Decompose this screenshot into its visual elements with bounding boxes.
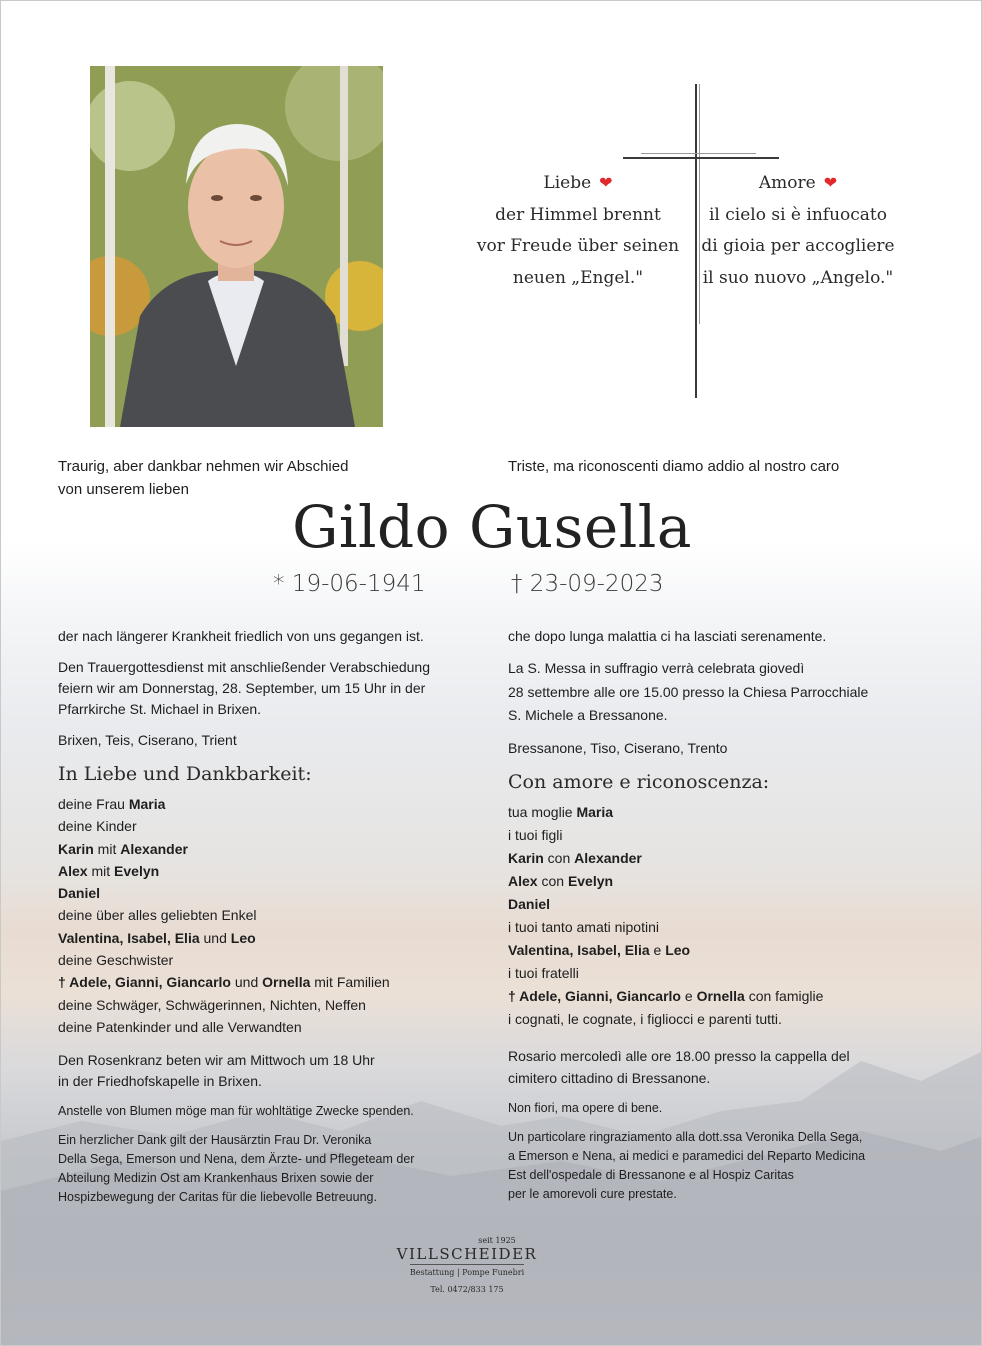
it-f1-b: Maria: [576, 803, 614, 820]
list-item: i cognati, le cognate, i figliocci e parenti tutti.: [508, 1010, 782, 1027]
de-thanks-line1: Ein herzlicher Dank gilt der Hausärztin Frau Dr. Veronika: [58, 1133, 372, 1148]
list-item: [508, 939, 938, 962]
birth-date: * 19-06-1941: [273, 571, 426, 597]
it-thanks-line3: Est dell'ospedale di Bressanone e al Hospiz Caritas: [508, 1167, 794, 1182]
intro-de-line1: Traurig, aber dankbar nehmen wir Abschied: [58, 458, 349, 475]
de-thanks-line3: Abteilung Medizin Ost am Krankenhaus Brixen sowie der: [58, 1171, 374, 1186]
death-date: † 23-09-2023: [511, 571, 664, 597]
de-family-list: [58, 793, 458, 1038]
undertaker-name: VILLSCHEIDER: [396, 1245, 538, 1263]
undertaker-since: seit 1925: [478, 1236, 516, 1245]
it-flowers: Non fiori, ma opere di bene.: [508, 1100, 663, 1115]
list-item: deine Schwäger, Schwägerinnen, Nichten, Neffen: [58, 996, 366, 1013]
it-service-line1: La S. Messa in suffragio verrà celebrata giovedì: [508, 660, 805, 676]
de-f9-d: mit Familien: [310, 974, 390, 991]
it-thanks-line2: a Emerson e Nena, ai medici e paramedici del Reparto Medicina: [508, 1148, 866, 1163]
it-thanks: [508, 1128, 938, 1204]
it-f9-b: e: [680, 987, 697, 1004]
verse-italian: [693, 167, 903, 294]
list-item: i tuoi fratelli: [508, 964, 579, 981]
de-service-line3: Pfarrkirche St. Michael in Brixen.: [58, 701, 262, 717]
it-places: Bressanone, Tiso, Ciserano, Trento: [508, 739, 728, 756]
list-item: [58, 860, 458, 882]
de-f4-a: Alex: [58, 862, 88, 879]
de-thanks-line4: Hospizbewegung der Caritas für die liebevolle Betreuung.: [58, 1190, 377, 1205]
list-item: [58, 793, 458, 815]
de-f7-b: und: [199, 929, 231, 946]
de-places: Brixen, Teis, Ciserano, Trient: [58, 732, 237, 748]
list-item: [58, 838, 458, 860]
it-service: [508, 657, 938, 728]
column-italian: [508, 626, 938, 1214]
de-f1-b: Maria: [128, 796, 166, 812]
de-rosary-line1: Den Rosenkranz beten wir am Mittwoch um 18 Uhr: [58, 1052, 375, 1069]
it-f7-c: Leo: [665, 941, 691, 958]
list-item: [58, 927, 458, 949]
list-item: deine über alles geliebten Enkel: [58, 907, 257, 924]
list-item: deine Patenkinder und alle Verwandten: [58, 1018, 302, 1035]
it-f1-a: tua moglie: [508, 803, 577, 820]
verse-german: [473, 167, 683, 294]
heart-icon: ❤: [599, 173, 613, 192]
it-f3-b: con: [543, 849, 575, 866]
de-thanks: [58, 1131, 458, 1207]
it-f5: Daniel: [508, 895, 551, 912]
list-item: [508, 985, 938, 1008]
it-f7-a: Valentina, Isabel, Elia: [508, 941, 650, 958]
it-heading: Con amore e riconoscenza:: [508, 770, 770, 793]
it-thanks-line4: per le amorevoli cure prestate.: [508, 1186, 677, 1201]
list-item: deine Kinder: [58, 818, 137, 835]
it-rosary-line2: cimitero cittadino di Bressanone.: [508, 1069, 711, 1086]
it-thanks-line1: Un particolare ringraziamento alla dott.ssa Veronika Della Sega,: [508, 1129, 863, 1144]
list-item: i tuoi figli: [508, 826, 563, 843]
list-item: [508, 870, 938, 893]
portrait-photo: [90, 66, 383, 427]
intro-de-line2: von unserem lieben: [58, 481, 189, 498]
undertaker-divider: [410, 1264, 524, 1265]
it-f9-c: Ornella: [696, 987, 745, 1004]
de-f3-a: Karin: [58, 840, 94, 857]
column-german: [58, 626, 458, 1217]
de-f3-b: mit: [93, 840, 121, 857]
it-family-list: [508, 801, 938, 1031]
it-f7-b: e: [649, 941, 666, 958]
verse-de-line1: Liebe: [543, 173, 592, 193]
verse-de-line4: neuen „Engel.": [512, 267, 644, 288]
list-item: deine Geschwister: [58, 952, 174, 969]
de-passing: der nach längerer Krankheit friedlich von uns gegangen ist.: [58, 628, 424, 644]
list-item: [508, 893, 938, 916]
list-item: [58, 882, 458, 904]
it-f3-c: Alexander: [574, 849, 642, 866]
cross-horizontal-shadow: [641, 153, 756, 154]
verse-it-line4: il suo nuovo „Angelo.": [702, 267, 894, 288]
it-f4-b: con: [537, 872, 568, 889]
de-service-line2: feiern wir am Donnerstag, 28. September, um 15 Uhr in der: [58, 680, 426, 696]
it-f4-a: Alex: [508, 872, 538, 889]
it-f9-d: con famiglie: [744, 987, 824, 1004]
verse-de-line2: der Himmel brennt: [495, 204, 661, 225]
undertaker-logo: [392, 1236, 542, 1294]
de-f4-c: Evelyn: [114, 862, 160, 879]
de-f4-b: mit: [87, 862, 115, 879]
de-f7-c: Leo: [230, 929, 256, 946]
de-heading: In Liebe und Dankbarkeit:: [58, 763, 312, 785]
verse-de-line3: vor Freude über seinen: [476, 236, 680, 256]
it-f4-c: Evelyn: [567, 872, 614, 889]
heart-icon: ❤: [823, 173, 838, 192]
list-item: [508, 801, 938, 824]
it-service-line3: S. Michele a Bressanone.: [508, 707, 668, 723]
de-f9-a: † Adele, Gianni, Giancarlo: [58, 974, 231, 991]
de-f9-b: und: [230, 974, 263, 991]
undertaker-phone: Tel. 0472/833 175: [430, 1285, 504, 1294]
deceased-name: Gildo Gusella: [292, 493, 692, 561]
verse-it-line2: il cielo si è infuocato: [709, 204, 887, 225]
cross-horizontal: [623, 157, 779, 159]
intro-italian: Triste, ma riconoscenti diamo addio al nostro caro: [508, 458, 840, 475]
de-rosary: [58, 1050, 458, 1092]
de-f7-a: Valentina, Isabel, Elia: [58, 929, 200, 946]
de-flowers: Anstelle von Blumen möge man für wohltätige Zwecke spenden.: [58, 1104, 414, 1119]
it-service-line2: 28 settembre alle ore 15.00 presso la Chiesa Parrocchiale: [508, 683, 869, 700]
undertaker-subtitle: Bestattung | Pompe Funebri: [409, 1268, 525, 1277]
de-f9-c: Ornella: [262, 974, 311, 991]
de-f3-c: Alexander: [120, 840, 188, 857]
de-service: [58, 657, 458, 720]
list-item: i tuoi tanto amati nipotini: [508, 918, 659, 935]
de-f5: Daniel: [58, 885, 101, 902]
it-rosary-line1: Rosario mercoledì alle ore 18.00 presso la cappella del: [508, 1047, 850, 1064]
verse-it-line3: di gioia per accogliere: [701, 236, 895, 256]
de-thanks-line2: Della Sega, Emerson und Nena, dem Ärzte- und Pflegeteam der: [58, 1152, 415, 1167]
it-f3-a: Karin: [508, 849, 544, 866]
it-rosary: [508, 1045, 938, 1089]
de-service-line1: Den Trauergottesdienst mit anschließender Verabschiedung: [58, 659, 430, 675]
it-passing: che dopo lunga malattia ci ha lasciati serenamente.: [508, 628, 827, 644]
list-item: [58, 971, 458, 993]
de-rosary-line2: in der Friedhofskapelle in Brixen.: [58, 1073, 262, 1090]
de-f1-a: deine Frau: [58, 796, 129, 812]
it-f9-a: † Adele, Gianni, Giancarlo: [508, 987, 681, 1004]
list-item: [508, 847, 938, 870]
verse-it-line1: Amore: [758, 173, 816, 193]
